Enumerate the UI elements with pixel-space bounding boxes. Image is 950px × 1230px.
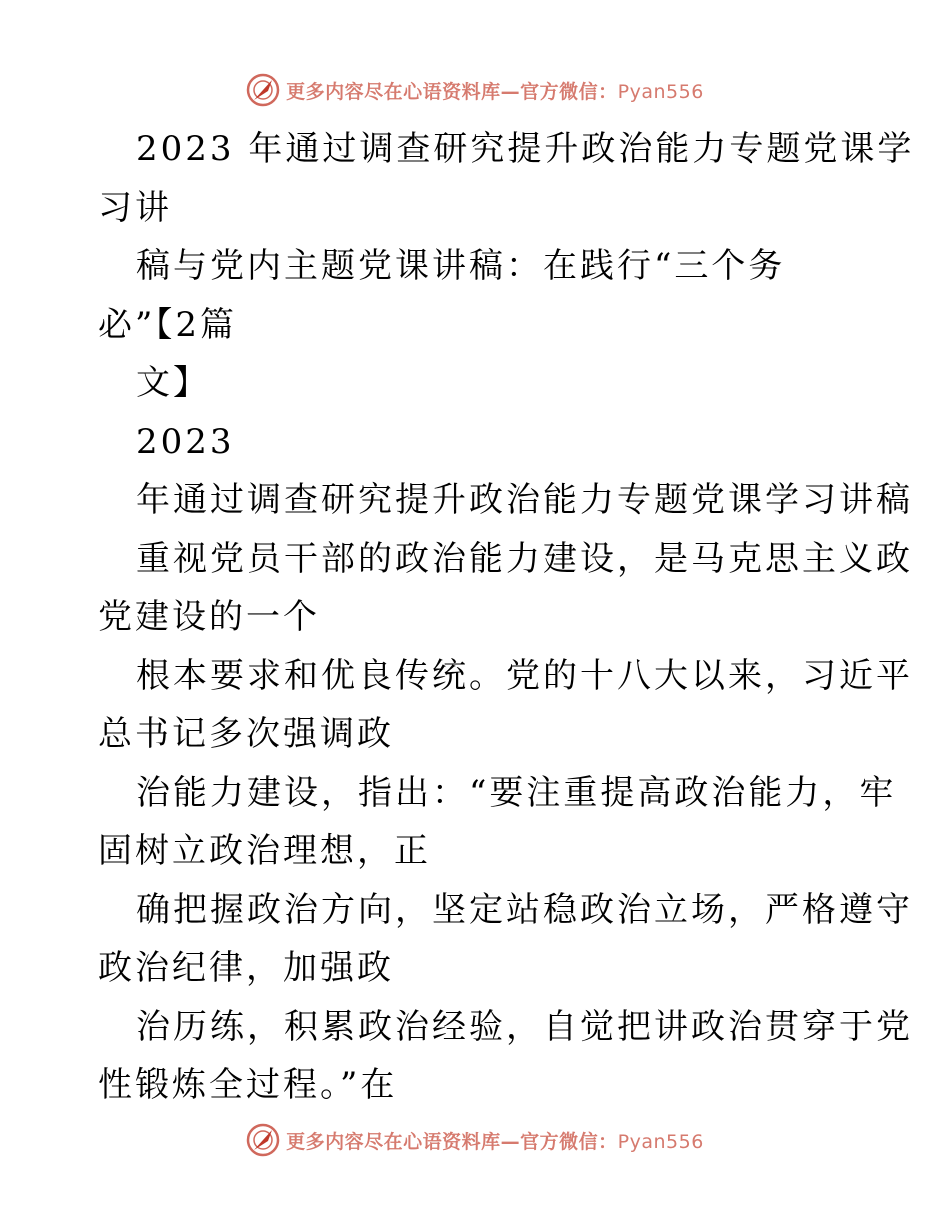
text-line: 重视党员干部的政治能力建设，是马克思主义政 <box>136 538 913 579</box>
text-line: 治能力建设，指出：“要注重提高政治能力，牢 <box>136 772 897 813</box>
text-line: 确把握政治方向，坚定站稳政治立场，严格遵守 <box>136 889 913 930</box>
header-watermark <box>0 70 950 110</box>
quill-logo-icon <box>246 1123 280 1157</box>
text-line: 文】 <box>136 363 210 403</box>
text-line: 总书记多次强调政 <box>98 714 394 754</box>
text-line: 固树立政治理想，正 <box>98 831 431 871</box>
text-line: 必”【2篇 <box>98 304 238 345</box>
text-line: 政治纪律，加强政 <box>98 948 394 988</box>
text-line: 习讲 <box>98 187 172 228</box>
footer-watermark <box>0 1120 950 1160</box>
text-line: 2023 <box>136 421 235 462</box>
watermark-text: 更多内容尽在心语资料库—官方微信：Pyan556 <box>286 1130 704 1153</box>
document-body <box>98 120 915 1115</box>
text-line: 根本要求和优良传统。党的十八大以来，习近平 <box>136 655 913 696</box>
text-line: 性锻炼全过程。”在 <box>98 1065 398 1105</box>
text-line: 治历练，积累政治经验，自觉把讲政治贯穿于党 <box>136 1006 913 1047</box>
text-line: 年通过调查研究提升政治能力专题党课学习讲稿 <box>136 480 913 520</box>
text-line: 2023 年通过调查研究提升政治能力专题党课学 <box>136 129 915 169</box>
text-line: 党建设的一个 <box>98 597 320 637</box>
watermark-text: 更多内容尽在心语资料库—官方微信：Pyan556 <box>286 80 704 103</box>
text-line: 稿与党内主题党课讲稿：在践行“三个务 <box>136 246 786 286</box>
quill-logo-icon <box>246 73 280 107</box>
